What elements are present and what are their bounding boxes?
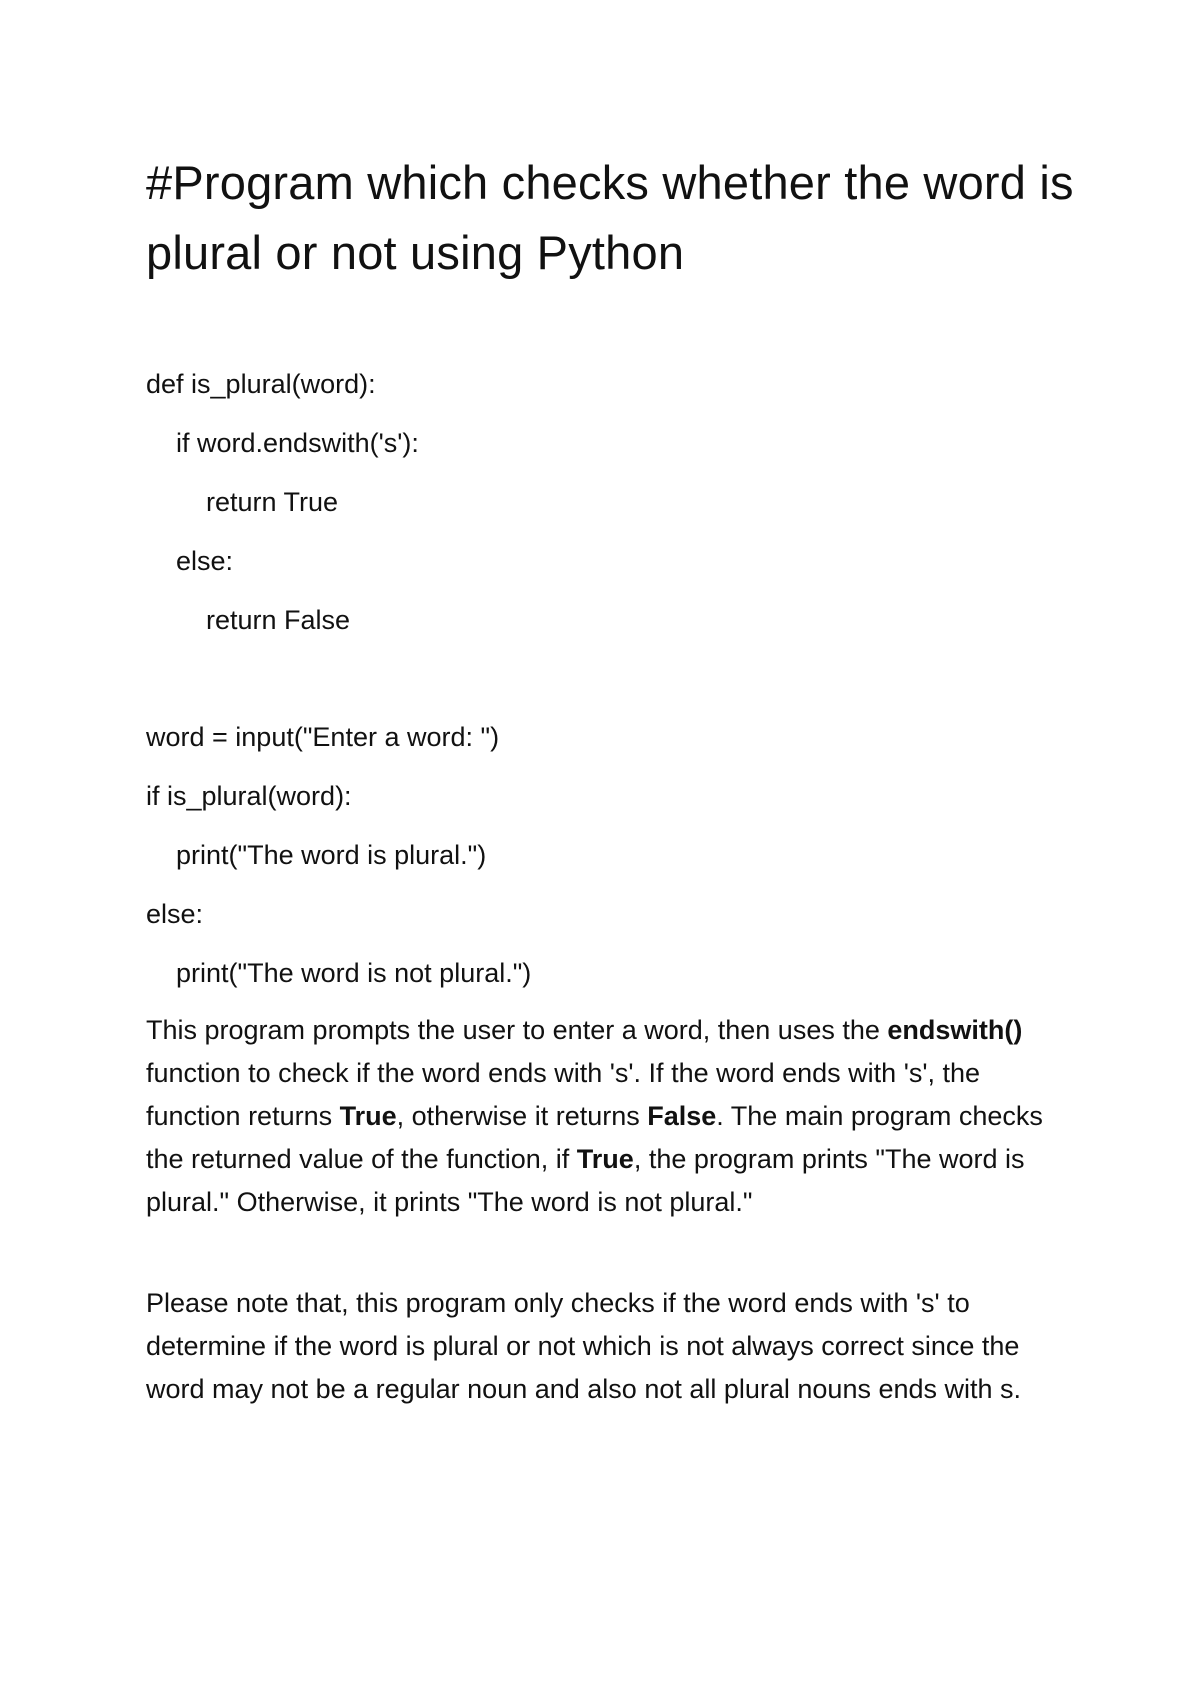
explanation-paragraph — [146, 1009, 1076, 1224]
paragraph-text: function to check if the word ends with 's'. If the word ends with 's', the function returns — [146, 1058, 981, 1131]
code-line: else: — [176, 546, 234, 576]
document-title: #Program which checks whether the word is plural or not using Python — [146, 156, 1074, 279]
paragraph-text: , the program prints "The word is plural." Otherwise, it prints "The word is not plural." — [146, 1144, 1025, 1217]
note-paragraph: Please note that, this program only checks if the word ends with 's' to determine if the word is plural or not which is not always correct since the word may not be a regular noun and also not all plural nouns ends with s. — [146, 1288, 1022, 1404]
code-line: def is_plural(word): — [146, 369, 376, 399]
code-line: word = input("Enter a word: ") — [146, 722, 500, 752]
paragraph-text: This program prompts the user to enter a word, then uses the — [146, 1015, 888, 1045]
paragraph-text: . The main program checks the returned value of the function, if — [146, 1101, 1043, 1174]
code-line: if is_plural(word): — [146, 781, 352, 811]
bold-term: endswith() — [887, 1015, 1023, 1045]
bold-term: True — [339, 1101, 397, 1131]
code-line: print("The word is plural.") — [176, 840, 487, 870]
paragraph-text: , otherwise it returns — [396, 1101, 648, 1131]
bold-term: True — [576, 1144, 634, 1174]
code-line: if word.endswith('s'): — [176, 428, 419, 458]
code-line: return True — [206, 487, 339, 517]
code-line: else: — [146, 899, 204, 929]
bold-term: False — [647, 1101, 717, 1131]
code-line: return False — [206, 605, 351, 635]
code-line: print("The word is not plural.") — [176, 958, 532, 988]
